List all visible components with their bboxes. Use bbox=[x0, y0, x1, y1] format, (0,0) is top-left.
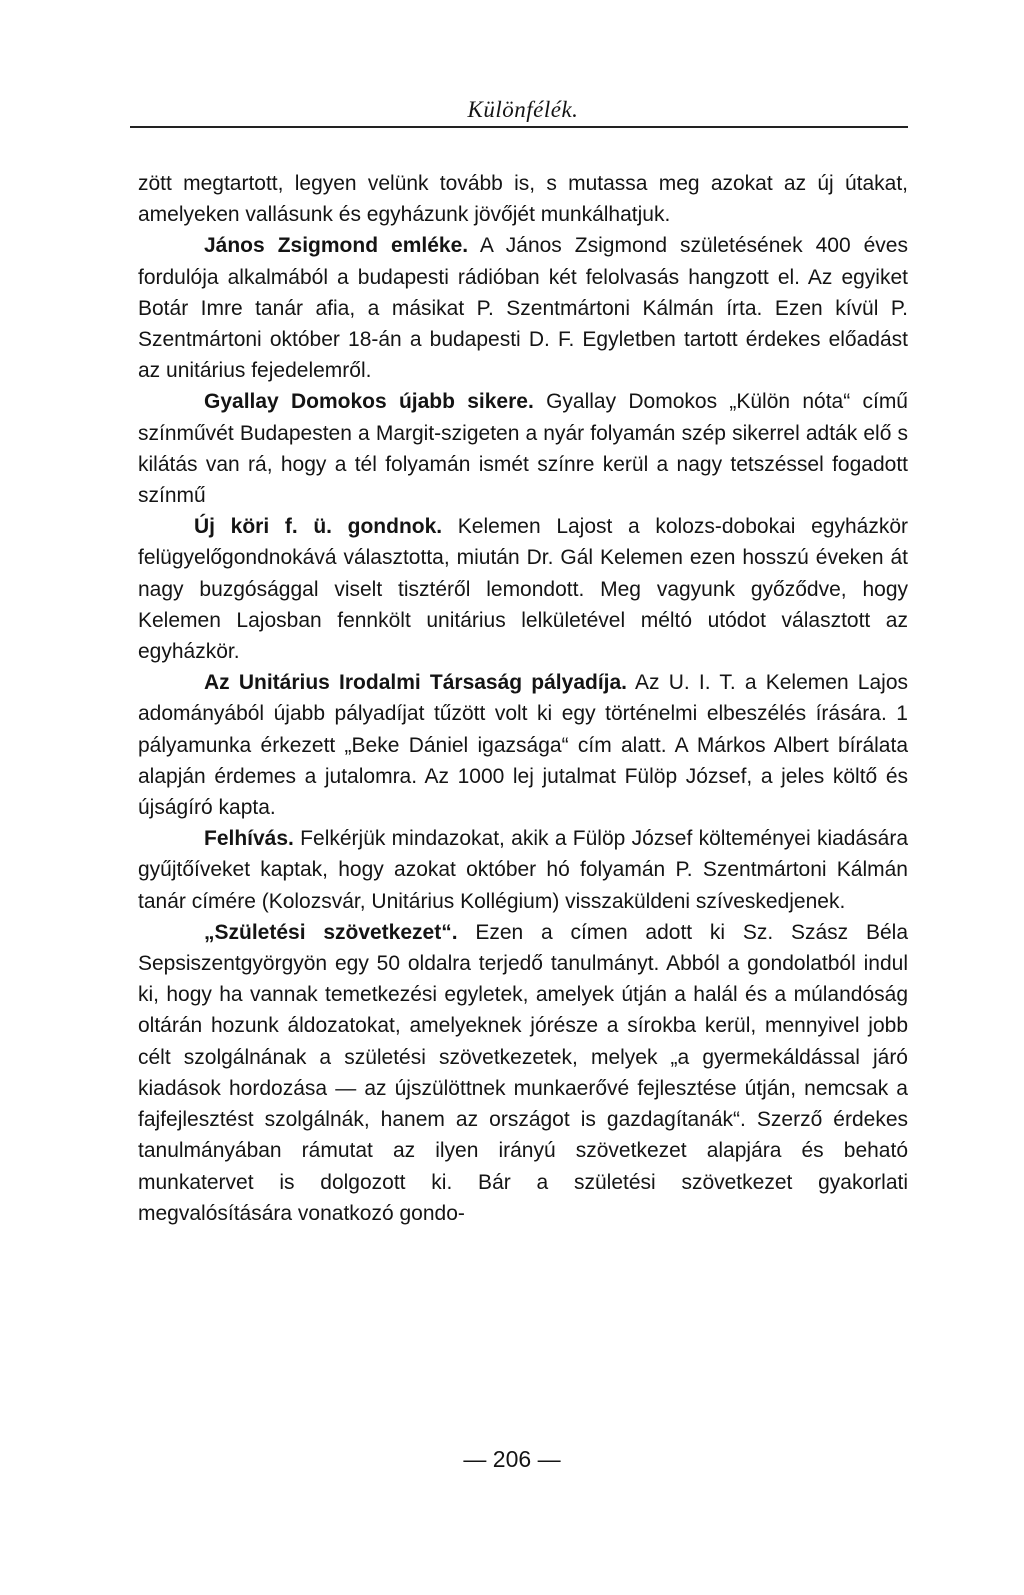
paragraph-gyallay bbox=[138, 386, 908, 511]
paragraph-heading: „Születési szövetkezet“. bbox=[204, 920, 458, 944]
paragraph-text: Ezen a címen adott ki Sz. Szász Béla Sepsiszentgyörgyön egy 50 oldalra terjedő tanulmányt. Abból a gondolatból indul ki, hogy ha vannak temetkezési egyletek, amelyek útján a halál és a múlandóság oltárán hozunk áldozatokat, amelyeknek jórésze a sírokba kerül, mennyivel jobb célt szolgálnának a születési szövetkezetek, melyek „a gyermekáldással járó kiadások hordozása — az újszülöttnek munkaerővé fejlesztése útján, nemcsak a fajfejlesztést szolgálnák, hanem az országot is gazdagítanák“. Szerző érdekes tanulmányában rámutat az ilyen irányú szövetkezet alapjára és beható munkatervet is dolgozott ki. Bár a születési szövetkezet gyakorlati megvalósítására vonatkozó gondo- bbox=[138, 920, 908, 1225]
paragraph-text: Kelemen Lajost a kolozs-dobokai egyházkör felügyelőgondnokává választotta, miután Dr. Gál Kelemen ezen hosszú éveken át nagy buzgósággal viselt tisztéről lemondott. Meg vagyunk győződve, hogy Kelemen Lajosban fennkölt unitárius lelkületével méltó utódot választott az egyházkör. bbox=[138, 515, 908, 664]
header-rule bbox=[130, 126, 908, 128]
paragraph-janos-zsigmond bbox=[138, 230, 908, 386]
paragraph-text: Az U. I. T. a Kelemen Lajos adományából újabb pályadíjat tűzött volt ki egy történelmi elbeszélés írására. 1 pályamunka érkezett „Beke Dániel igazsága“ cím alatt. A Márkos Albert bírálata alapján érdemes a jutalomra. Az 1000 lej jutalmat Fülöp József, a jeles költő és újságíró kapta. bbox=[138, 671, 908, 820]
paragraph-text: Felkérjük mindazokat, akik a Fülöp József költeményei kiadására gyűjtőíveket kaptak, hogy azokat október hó folyamán P. Szentmártoni Kálmán tanár címére (Kolozsvár, Unitárius Kollégium) visszaküldeni szíveskedjenek. bbox=[138, 827, 908, 913]
paragraph-felhivas bbox=[138, 823, 908, 917]
paragraph-continuation bbox=[138, 168, 908, 230]
paragraph-text: A János Zsigmond születésének 400 éves fordulója alkalmából a budapesti rádióban két felolvasás hangzott el. Az egyiket Botár Imre tanár afia, a másikat P. Szentmártoni Kálmán írta. Ezen kívül P. Szentmártoni október 18-án a budapesti D. F. Egyletben tartott érdekes előadást az unitárius fejedelemről. bbox=[138, 234, 908, 383]
page-number: — 206 — bbox=[463, 1446, 561, 1472]
paragraph-palyadij bbox=[138, 667, 908, 823]
running-head: Különfélék. bbox=[467, 97, 579, 122]
paragraph-heading: Gyallay Domokos újabb sikere. bbox=[204, 390, 534, 414]
paragraph-szuletesi bbox=[138, 917, 908, 1229]
paragraph-gondnok bbox=[138, 511, 908, 667]
paragraph-text: zött megtartott, legyen velünk tovább is, s mutassa meg azokat az új útakat, amelyeken vallásunk és egyházunk jövőjét munkálhatjuk. bbox=[138, 172, 908, 227]
paragraph-heading: Felhívás. bbox=[204, 827, 294, 851]
paragraph-heading: Új köri f. ü. gondnok. bbox=[194, 515, 443, 539]
paragraph-text: Gyallay Domokos „Külön nóta“ című színművét Budapesten a Margit-szigeten a nyár folyamán szép sikerrel adták elő s kilátás van rá, hogy a tél folyamán ismét színre kerül a nagy tetszéssel fogadott színmű bbox=[138, 390, 908, 508]
paragraph-heading: Az Unitárius Irodalmi Társaság pályadíja. bbox=[204, 671, 628, 695]
body-text bbox=[138, 168, 908, 1229]
paragraph-heading: János Zsigmond emléke. bbox=[204, 234, 469, 258]
page bbox=[138, 96, 908, 1229]
